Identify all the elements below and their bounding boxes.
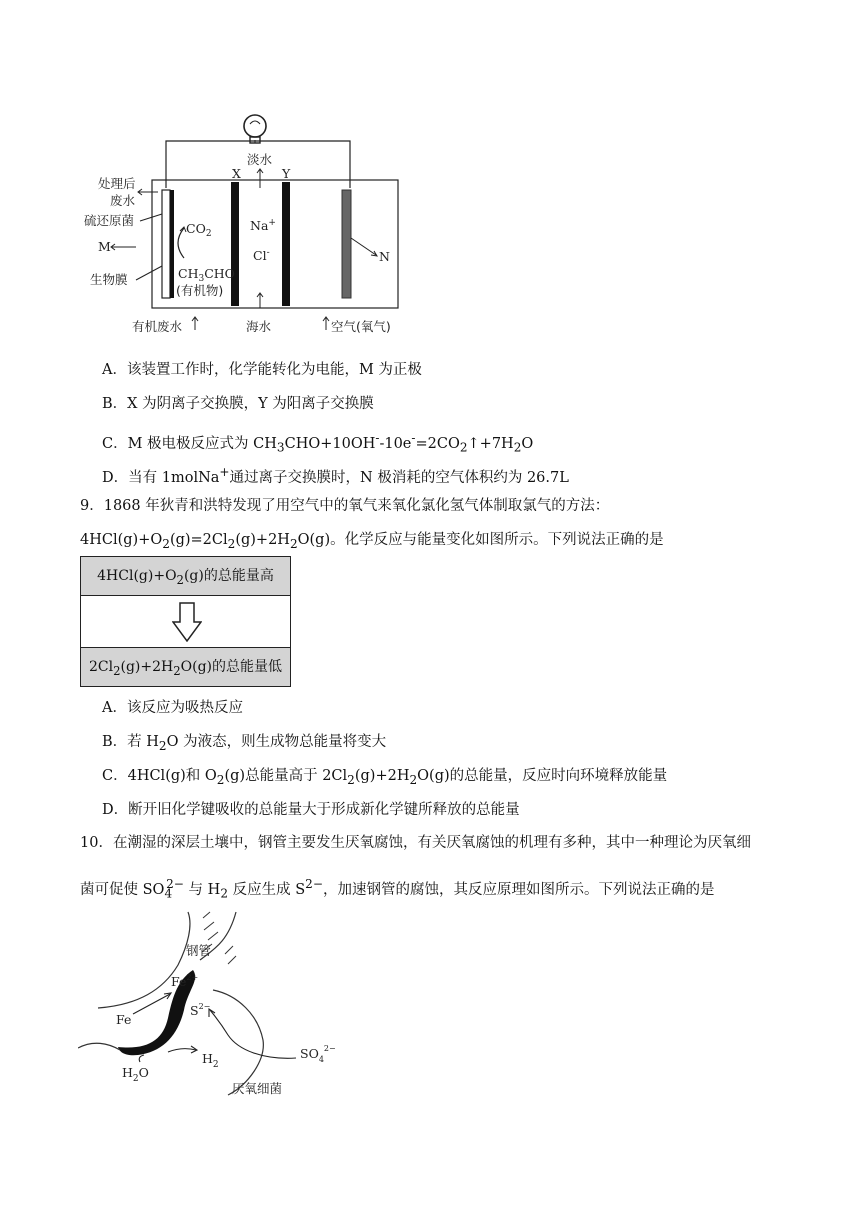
label-s2: $S^{2-}$ — [190, 1002, 211, 1018]
energy-diagram — [80, 556, 291, 687]
energy-products-bar: $2Cl_2(g)+2H_2O(g)$的总能量低 — [81, 647, 290, 686]
electrode-n — [342, 190, 351, 298]
label-seawater: 海水 — [246, 319, 272, 334]
label-steel-pipe: 钢管 — [186, 943, 212, 958]
label-cl-ion: Cl- — [253, 248, 270, 263]
biofilm — [162, 190, 170, 298]
q10-stem-line1: 10．在潮湿的深层土壤中，钢管主要发生厌氧腐蚀，有关厌氧腐蚀的机理有多种，其中一种理论为厌氧细 — [80, 835, 751, 851]
label-co2: $CO_2$ — [186, 221, 212, 239]
q9-option-c: C．4HCl(g)和 $O_2(g)$总能量高于 $2Cl_2(g)+2H_2O(g)$的总能量，反应时向环境释放能量 — [102, 768, 668, 787]
label-h2: $H_2$ — [202, 1051, 219, 1070]
q8-option-d: D．当有 1molNa+通过离子交换膜时，N 极消耗的空气体积约为 26.7L — [102, 465, 569, 486]
label-organic-formula: $CH_3CHO$ — [178, 266, 235, 284]
q10-stem-line2: 菌可促使 $SO_4^{2-}$ 与 $H_2$ 反应生成 $S^{2-}$，加速钢管的腐蚀，其反应原理如图所示。下列说法正确的是 — [80, 877, 715, 901]
label-so4: $SO_4^{2-}$ — [300, 1044, 336, 1064]
q9-option-a: A．该反应为吸热反应 — [102, 700, 243, 716]
label-fresh-water: 淡水 — [247, 152, 273, 167]
corrosion-figure — [78, 910, 358, 1105]
label-anaerobic-bacteria: 厌氧细菌 — [232, 1081, 283, 1096]
label-bacteria: 硫还原菌 — [84, 213, 135, 228]
energy-reactants-bar: $4HCl(g)+O_2(g)$的总能量高 — [81, 557, 290, 596]
label-biofilm: 生物膜 — [90, 272, 128, 287]
label-organic: (有机物) — [176, 283, 224, 298]
membrane-x — [231, 182, 239, 306]
q8-option-b: B．X 为阴离子交换膜，Y 为阳离子交换膜 — [102, 396, 374, 412]
label-treated-water-1: 处理后 — [98, 176, 136, 191]
label-x: X — [232, 166, 241, 181]
label-organic-waste: 有机废水 — [132, 319, 183, 334]
label-m: M — [98, 239, 111, 254]
light-bulb-icon — [244, 115, 266, 143]
label-y: Y — [282, 166, 291, 181]
down-arrow-icon — [172, 602, 202, 642]
label-treated-water-2: 废水 — [110, 193, 136, 208]
q9-stem-line2: $4HCl(g)+O_2(g)=2Cl_2(g)+2H_2O(g)$。化学反应与能量变化如图所示。下列说法正确的是 — [80, 532, 664, 551]
label-h2o: $H_2O$ — [122, 1065, 149, 1084]
q9-stem-line1: 9．1868 年狄青和洪特发现了用空气中的氧气来氧化氯化氢气体制取氯气的方法： — [80, 498, 610, 514]
label-air: 空气(氧气) — [331, 319, 391, 334]
electrode-m — [170, 190, 174, 298]
q9-option-d: D．断开旧化学键吸收的总能量大于形成新化学键所释放的总能量 — [102, 802, 520, 818]
membrane-y — [282, 182, 290, 306]
q8-option-c: C．M 极电极反应式为 $CH_3CHO+10OH^--10e^-=2CO_2↑+7H_2O$ — [102, 431, 534, 455]
q8-option-a: A．该装置工作时，化学能转化为电能，M 为正极 — [102, 362, 422, 378]
label-n: N — [379, 249, 390, 264]
q9-option-b: B．若 $H_2O$ 为液态，则生成物总能量将变大 — [102, 734, 387, 753]
label-fe2: $Fe^{2+}$ — [171, 973, 199, 989]
label-fe: Fe — [116, 1012, 132, 1027]
electrolysis-device-figure — [80, 108, 420, 340]
label-na-ion: Na+ — [250, 218, 276, 233]
